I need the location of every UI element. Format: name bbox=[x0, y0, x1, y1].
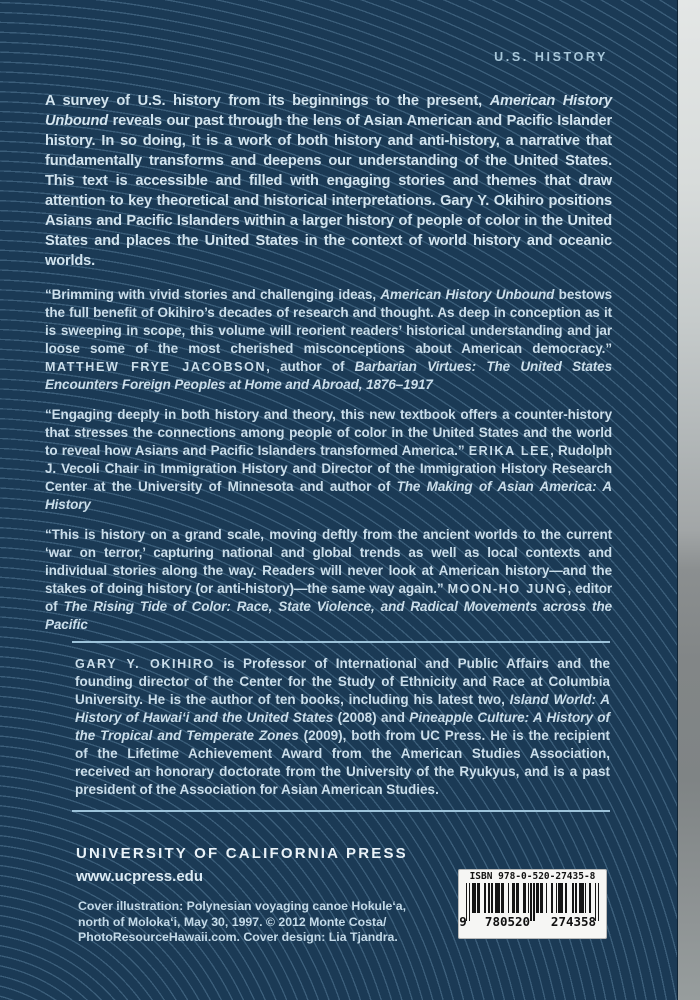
publisher-name: UNIVERSITY OF CALIFORNIA PRESS bbox=[76, 845, 408, 862]
barcode bbox=[458, 869, 607, 939]
photo-background-strip bbox=[677, 0, 700, 1000]
barcode-digit-group: 274358 bbox=[550, 914, 597, 929]
category-label: U.S. HISTORY bbox=[494, 50, 608, 64]
credits-line: Cover illustration: Polynesian voyaging canoe Hokule‘a, bbox=[78, 899, 406, 913]
publisher-website: www.ucpress.edu bbox=[76, 868, 203, 885]
barcode-digit-group: 780520 bbox=[484, 914, 531, 929]
book-description: A survey of U.S. history from its beginnings to the present, American History Unbound reveals our past through the lens of Asian American and Pacific Islander history. In so doing, it is a work of both history and anti-history, a narrative that fundamentally transforms and deepens our understanding of the United States. This text is accessible and filled with engaging stories and themes that draw attention to key theoretical and historical interpretations. Gary Y. Okihiro positions Asians and Pacific Islanders within a larger history of people of color in the United States and places the United States in the context of world history and oceanic worlds. bbox=[45, 93, 613, 269]
author-bio: GARY Y. OKIHIRO is Professor of International and Public Affairs and the founding director of the Center for the Study of Ethnicity and Race at Columbia University. He is the author of ten books, including his latest two, Island World: A History of Hawaiʻi and the United States (2008) and Pineapple Culture: A History of the Tropical and Temperate Zones (2009), both from UC Press. He is the recipient of the Lifetime Achievement Award from the American Studies Association, received an honorary doctorate from the University of the Ryukyus, and is a past president of the Association for Asian American Studies. bbox=[75, 656, 610, 797]
cover-credits bbox=[78, 899, 408, 946]
review-blurb-lee: “Engaging deeply in both history and theory, this new textbook offers a counter-history that stresses the connections among people of color in the United States and the world to reveal how Asians and Pacific Islanders transformed America.” ERIKA LEE, Rudolph J. Vecoli Chair in Immigration History and Director of the Immigration History Research Center at the University of Minnesota and author of The Making of Asian America: A History bbox=[45, 407, 613, 512]
review-blurb-jacobson: “Brimming with vivid stories and challenging ideas, American History Unbound bestows the full benefit of Okihiro’s decades of research and thought. As deep in conception as it is sweeping in scope, this volume will reorient readers’ historical understanding and jar loose some of the most cherished misconceptions about American democracy.” MATTHEW FRYE JACOBSON, author of Barbarian Virtues: The United States Encounters Foreign Peoples at Home and Abroad, 1876–1917 bbox=[45, 287, 612, 392]
barcode-digit-group: 9 bbox=[459, 914, 467, 929]
credits-line: north of Moloka‘i, May 30, 1997. © 2012 Monte Costa/ bbox=[78, 914, 387, 929]
review-blurb-jung: “This is history on a grand scale, moving deftly from the ancient worlds to the current ‘war on terror,’ capturing national and global trends as well as local contexts and individual stories along the way. Readers will never look at American history—and the stakes of doing history (or anti-history)—the same way again.” MOON-HO JUNG, editor of The Rising Tide of Color: Race, State Violence, and Radical Movements across the Pacific bbox=[45, 527, 613, 632]
credits-line: PhotoResourceHawaii.com. Cover design: Lia Tjandra. bbox=[78, 930, 398, 945]
divider-bottom bbox=[72, 810, 610, 812]
isbn-label: ISBN 978-0-520-27435-8 bbox=[469, 871, 596, 882]
divider-top bbox=[72, 641, 610, 643]
